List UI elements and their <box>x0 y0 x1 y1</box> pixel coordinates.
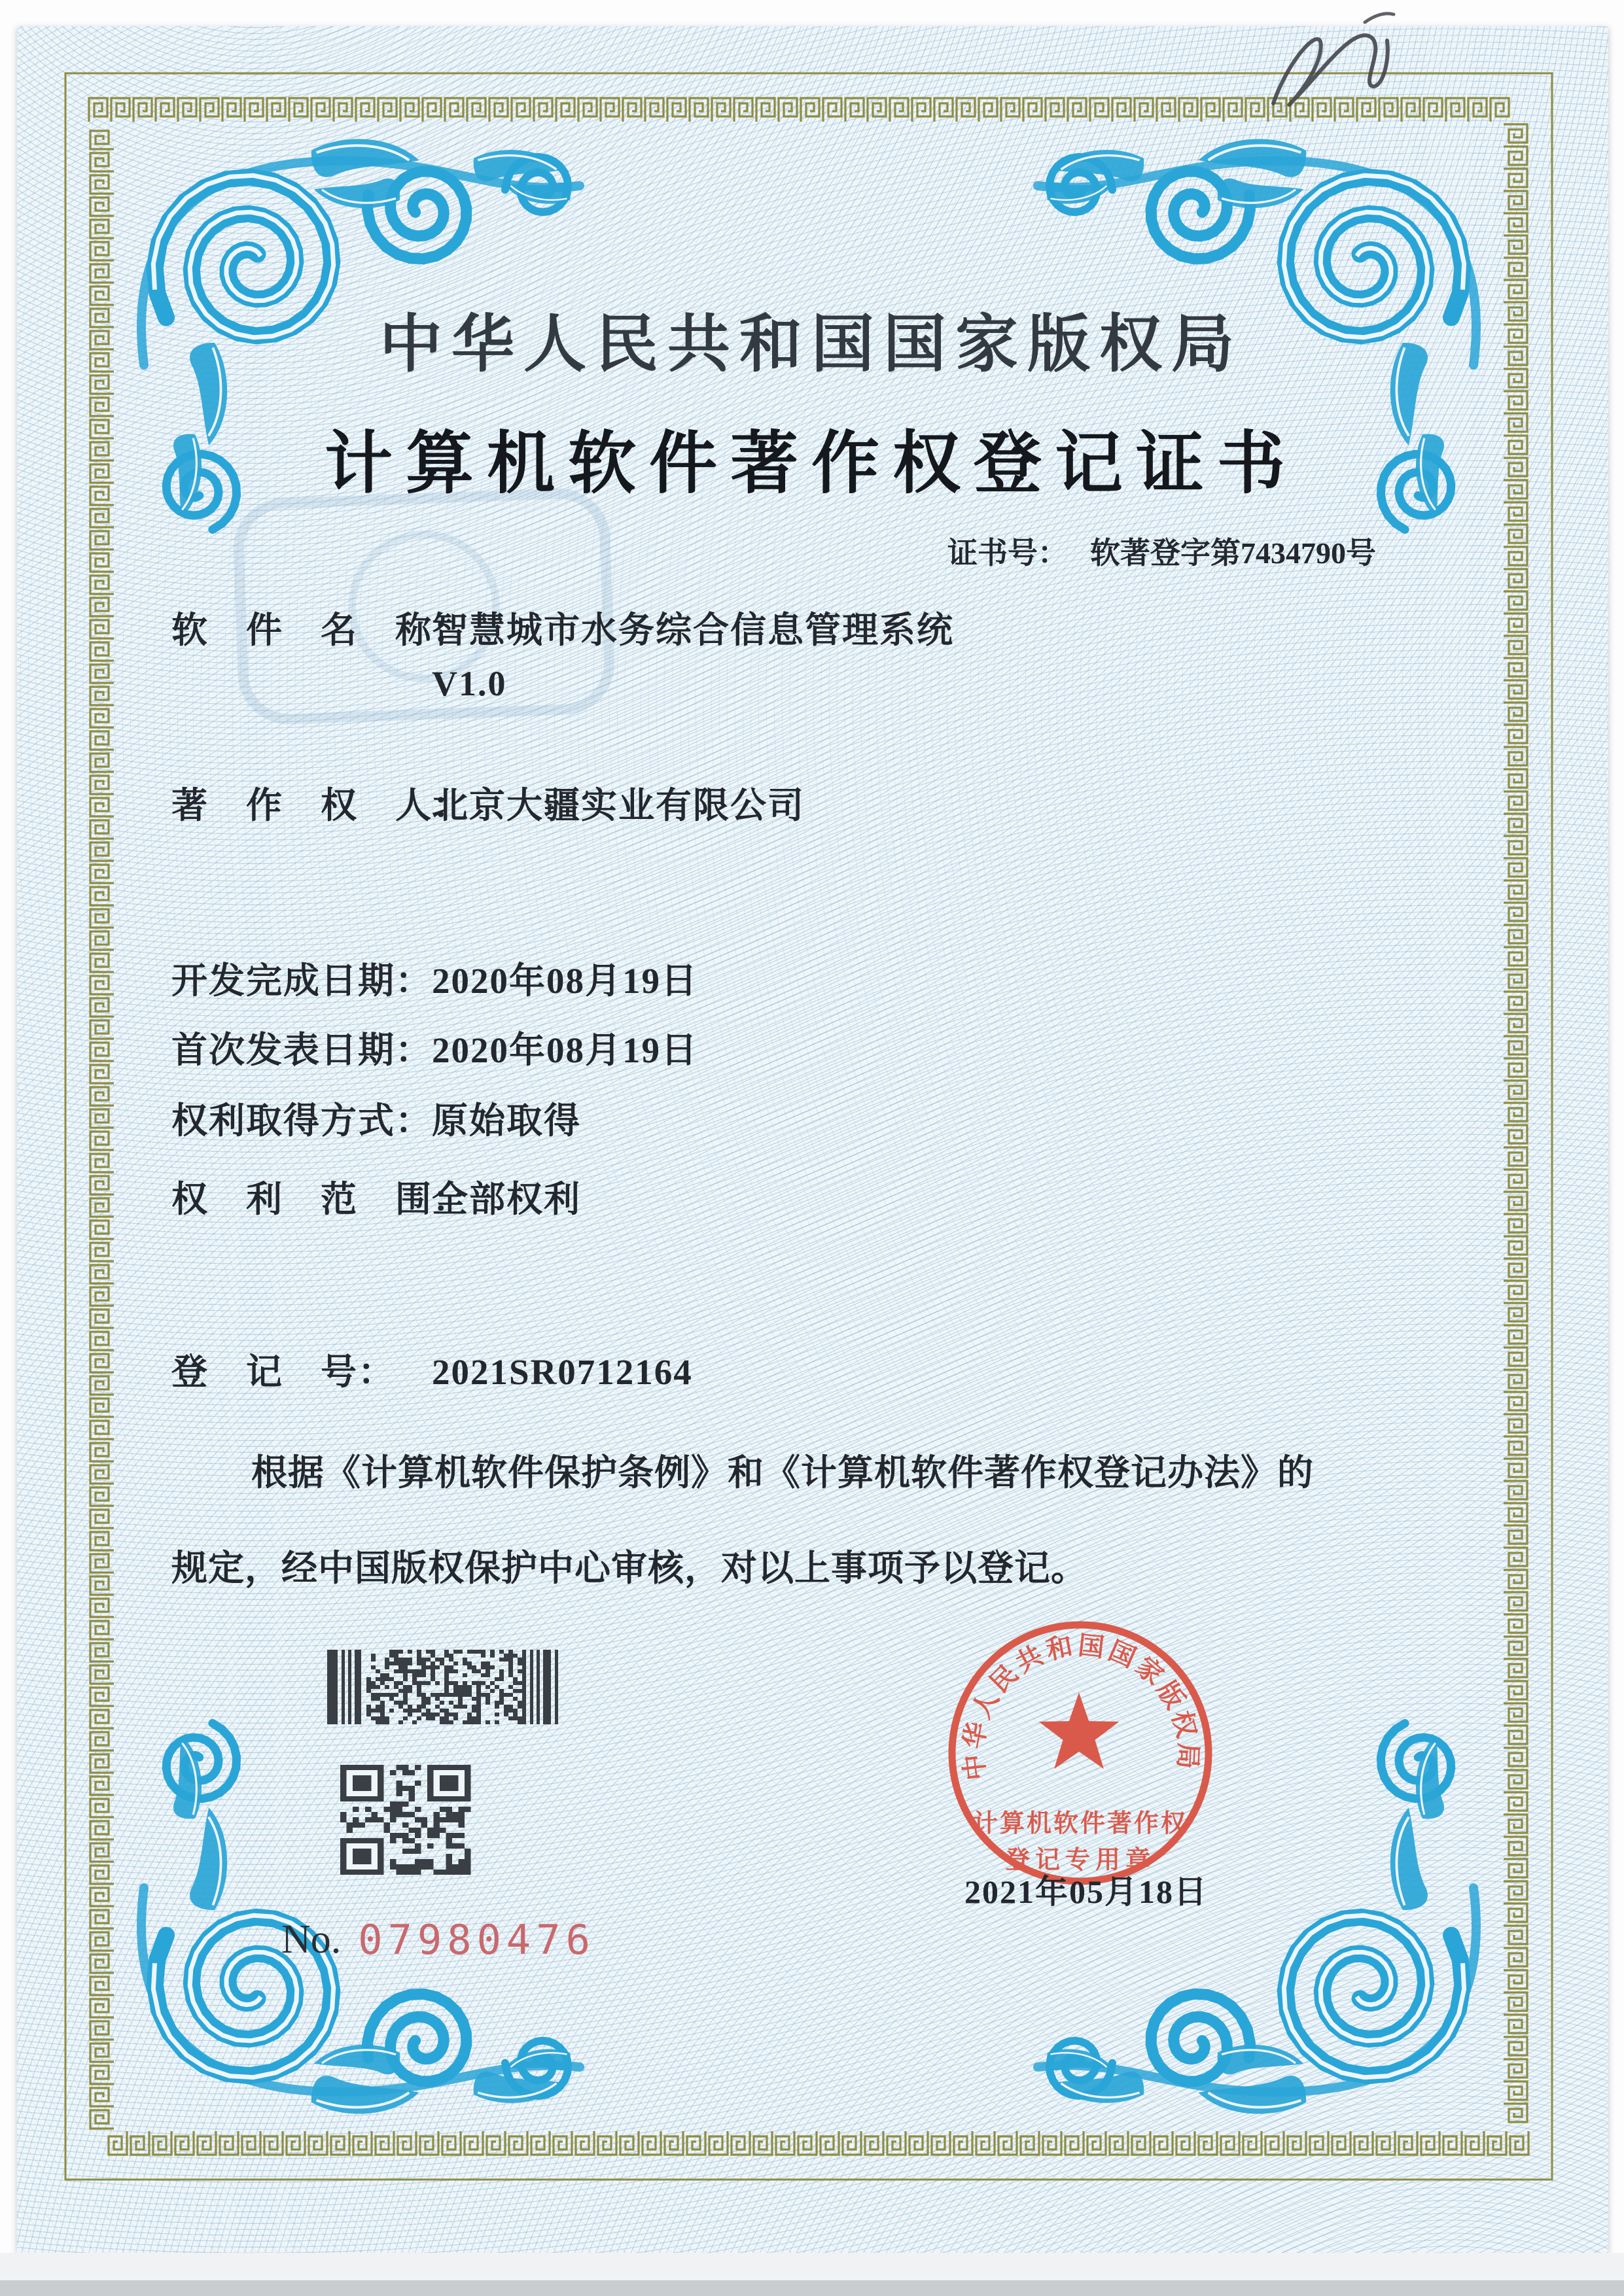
certificate-number <box>947 536 1376 571</box>
field-row-first-publish-date <box>171 1030 698 1071</box>
field-label: 著 作 权 人： <box>171 786 470 826</box>
scanner-edge <box>0 2280 1624 2296</box>
embossed-seal <box>237 492 610 720</box>
statement-line1: 根据《计算机软件保护条例》和《计算机软件著作权登记办法》的 <box>251 1453 1315 1493</box>
field-label: 登 记 号： <box>171 1352 396 1392</box>
field-value: 全部权利 <box>432 1179 582 1219</box>
issuer-title: 中华人民共和国国家版权局 <box>380 309 1243 379</box>
field-label: 权利取得方式： <box>171 1101 433 1141</box>
seal-text-line2: 登记专用章 <box>1004 1847 1156 1874</box>
certificate-number-value: 软著登字第7434790号 <box>1090 536 1376 570</box>
qr-code <box>340 1765 471 1875</box>
handwritten-mark-tick <box>1365 14 1394 22</box>
field-value: 智慧城市水务综合信息管理系统 <box>432 610 955 650</box>
field-row-rights-scope <box>171 1179 581 1220</box>
border-meander <box>109 2131 1528 2155</box>
field-label: 软 件 名 称： <box>171 610 470 650</box>
border-meander <box>89 98 1509 122</box>
field-value: 原始取得 <box>432 1101 582 1141</box>
embossed-seal-inner <box>352 534 496 678</box>
field-row-software-name <box>171 610 954 651</box>
serial-value: 07980476 <box>358 1916 595 1964</box>
official-seal <box>952 1625 1209 1881</box>
field-row-registration-number <box>171 1351 693 1393</box>
corner-flourish <box>1038 1724 1476 2121</box>
certificate-number-label: 证书号： <box>947 536 1068 570</box>
seal-text-line1: 计算机软件著作权 <box>972 1810 1188 1837</box>
serial-number <box>281 1917 595 1963</box>
field-row-copyright-owner <box>171 785 805 826</box>
field-label: 权 利 范 围： <box>171 1179 470 1219</box>
field-software-version: V1.0 <box>432 664 507 703</box>
field-row-dev-complete-date <box>171 960 698 1001</box>
barcode <box>327 1650 558 1724</box>
field-label: 开发完成日期： <box>171 961 433 1001</box>
seal-ring-text: 中华人民共和国国家版权局 <box>958 1630 1203 1783</box>
field-row-rights-acquisition <box>171 1100 581 1141</box>
field-label: 首次发表日期： <box>171 1030 433 1070</box>
seal-star-icon <box>1039 1692 1120 1769</box>
field-value: 北京大疆实业有限公司 <box>432 786 805 826</box>
border-meander <box>1504 124 1527 2122</box>
handwritten-mark <box>1273 35 1388 105</box>
field-value: 2021SR0712164 <box>432 1352 693 1392</box>
statement-line2: 规定，经中国版权保护中心审核，对以上事项予以登记。 <box>171 1548 1088 1588</box>
serial-label: No. <box>281 1917 342 1962</box>
certificate-title: 计算机软件著作权登记证书 <box>324 426 1298 502</box>
field-value: 2020年08月19日 <box>432 1030 699 1070</box>
seal-ring <box>952 1625 1209 1881</box>
field-value: 2020年08月19日 <box>432 961 699 1001</box>
issue-date: 2021年05月18日 <box>964 1873 1208 1910</box>
